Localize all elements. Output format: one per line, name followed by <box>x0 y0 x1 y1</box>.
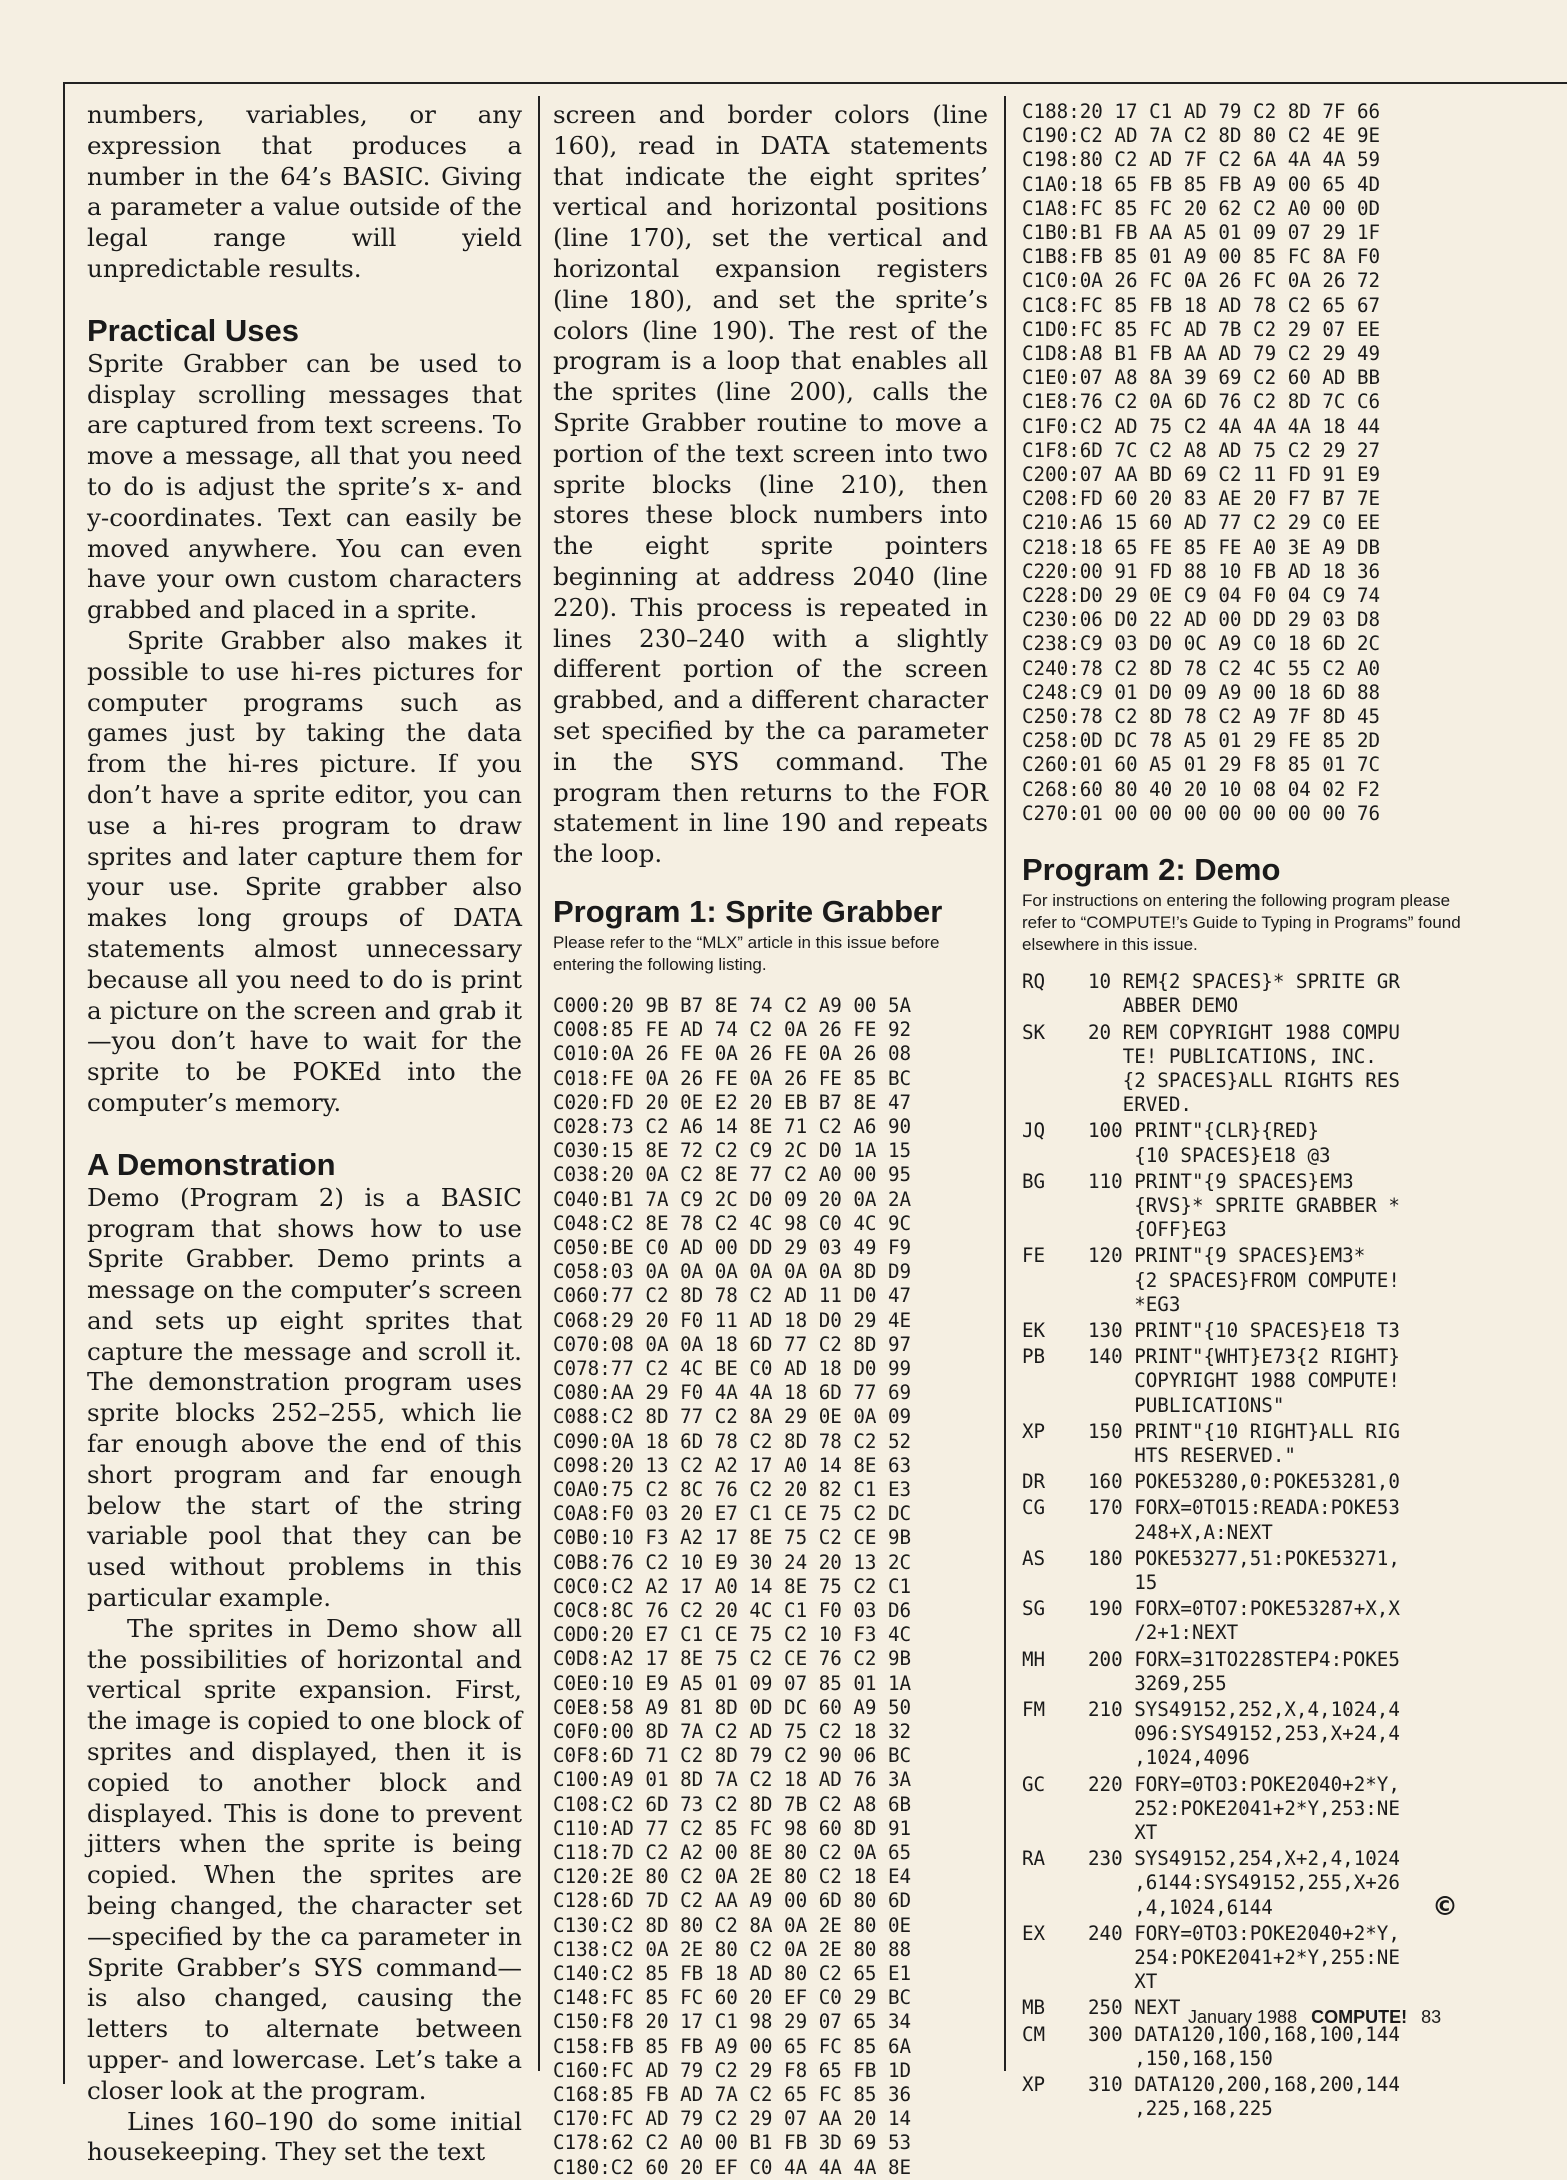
listing-line: C208:FD 60 20 83 AE 20 F7 B7 7E <box>1022 487 1381 511</box>
checksum: FE <box>1022 1244 1046 1268</box>
listing-line: C078:77 C2 4C BE C0 AD 18 D0 99 <box>553 1356 912 1380</box>
program1-listing-continued <box>1022 100 1462 826</box>
listing-line: C1A8:FC 85 FC 20 62 C2 A0 00 0D <box>1022 196 1381 220</box>
listing-line: C200:07 AA BD 69 C2 11 FD 91 E9 <box>1022 463 1381 487</box>
listing-line: C198:80 C2 AD 7F C2 6A 4A 4A 59 <box>1022 148 1381 172</box>
checksum: JQ <box>1022 1119 1046 1143</box>
basic-line: 10 REM{2 SPACES}* SPRITE GR ABBER DEMO <box>1088 970 1400 1018</box>
listing-line: C088:C2 8D 77 C2 8A 29 0E 0A 09 <box>553 1405 912 1429</box>
listing-line: C268:60 80 40 20 10 08 04 02 F2 <box>1022 777 1381 801</box>
listing-line: C120:2E 80 C2 0A 2E 80 C2 18 E4 <box>553 1865 912 1889</box>
basic-line: 110 PRINT"{9 SPACES}EM3 {RVS}* SPRITE GRABBER * {OFF}EG3 <box>1088 1169 1400 1242</box>
program2-line <box>1022 1420 1462 1468</box>
program2-line <box>1022 1244 1462 1317</box>
program2-line <box>1022 1648 1462 1696</box>
demonstration-heading: A Demonstration <box>87 1146 336 1182</box>
program2-heading: Program 2: Demo <box>1022 852 1281 888</box>
basic-line: 250 NEXT <box>1088 1996 1181 2020</box>
program2-line <box>1022 1547 1462 1595</box>
listing-line: C0C8:8C 76 C2 20 4C C1 F0 03 D6 <box>553 1599 912 1622</box>
column-rule-right <box>1004 96 1006 2071</box>
basic-line: 160 POKE53280,0:POKE53281,0 <box>1088 1470 1400 1494</box>
basic-line: 120 PRINT"{9 SPACES}EM3* {2 SPACES}FROM COMPUTE! *EG3 <box>1088 1244 1400 1316</box>
listing-line: C168:85 FB AD 7A C2 65 FC 85 36 <box>553 2083 912 2107</box>
demonstration-paragraph-2: The sprites in Demo show all the possibilities of horizontal and vertical sprite expansion. First, the image is copied to one block of sprites and displayed, then it is copied to another block and displayed. This is done to prevent jitters when the sprite is being copied. When the sprites are being changed, the character set—specified by the ca parameter in Sprite Grabber’s SYS command—is also changed, causing the letters to alternate between upper- and lowercase. Let’s take a closer look at the program. <box>87 1613 523 2105</box>
listing-line: C248:C9 01 D0 09 A9 00 18 6D 88 <box>1022 680 1381 704</box>
listing-line: C0A8:F0 03 20 E7 C1 CE 75 C2 DC <box>553 1502 912 1526</box>
listing-line: C070:08 0A 0A 18 6D 77 C2 8D 97 <box>553 1332 912 1356</box>
basic-line: 230 SYS49152,254,X+2,4,1024 ,6144:SYS49152,255,X+26 ,4,1024,6144 <box>1088 1847 1400 1919</box>
listing-line: C258:0D DC 78 A5 01 29 FE 85 2D <box>1022 729 1381 753</box>
program2-line <box>1022 1773 1462 1846</box>
program1-note: Please refer to the “MLX” article in this issue before entering the following listing. <box>553 932 940 974</box>
practical-paragraph-2: Sprite Grabber also makes it possible to use hi-res pictures for computer programs such as games just by taking the data from the hi-res picture. If you don’t have a sprite editor, you can use a hi-res program to draw sprites and later capture them for your use. Sprite grabber also makes long groups of DATA statements almost unnecessary because all you need to do is print a picture on the screen and grab it—you don’t have to wait for the sprite to be POKEd into the computer’s memory. <box>87 625 522 1117</box>
checksum: EX <box>1022 1921 1046 1945</box>
listing-line: C0E0:10 E9 A5 01 09 07 85 01 1A <box>553 1671 912 1695</box>
listing-line: C110:AD 77 C2 85 FC 98 60 8D 91 <box>553 1816 912 1840</box>
checksum: SK <box>1022 1020 1046 1044</box>
column-rule-left <box>538 96 540 2071</box>
listing-line: C008:85 FE AD 74 C2 0A 26 FE 92 <box>553 1018 912 1042</box>
program1-heading: Program 1: Sprite Grabber <box>553 893 943 929</box>
program2-listing <box>1022 970 1462 2121</box>
checksum: MB <box>1022 1996 1046 2020</box>
listing-line: C1E0:07 A8 8A 39 69 C2 60 AD BB <box>1022 366 1381 390</box>
checksum: XP <box>1022 2073 1046 2097</box>
practical-paragraph-1: Sprite Grabber can be used to display scrolling messages that are captured from text screens. To move a message, all that you need to do is adjust the sprite’s x- and y-coordinates. Text can easily be moved anywhere. You can even have your own custom characters grabbed and placed in a sprite. <box>87 348 522 625</box>
footer-magazine: COMPUTE! <box>1311 2007 1408 2027</box>
listing-line: C118:7D C2 A2 00 8E 80 C2 0A 65 <box>553 1841 912 1865</box>
listing-line: C100:A9 01 8D 7A C2 18 AD 76 3A <box>553 1768 912 1792</box>
checksum: XP <box>1022 1419 1046 1443</box>
listing-line: C0F0:00 8D 7A C2 AD 75 C2 18 32 <box>553 1720 912 1744</box>
continued-paragraph: screen and border colors (line 160), read in DATA statements that indicate the eight sprites’ vertical and horizontal positions (line 170), set the vertical and horizontal expansion registers (line 180), and set the sprite’s colors (line 190). The rest of the program is a loop that enables all the sprites (line 200), calls the Sprite Grabber routine to move a portion of the text screen into two sprite blocks (line 210), then stores these block numbers into the eight sprite pointers beginning at address 2040 (line 220). This process is repeated in lines 230–240 with a slightly different portion of the screen grabbed, and a different character set specified by the ca parameter in the SYS command. The program then returns to the FOR statement in line 190 and repeats the loop. <box>553 100 988 869</box>
listing-line: C188:20 17 C1 AD 79 C2 8D 7F 66 <box>1022 100 1381 123</box>
basic-line: 310 DATA120,200,168,200,144 ,225,168,225 <box>1088 2073 1400 2121</box>
program2-line <box>1022 1319 1462 1343</box>
basic-line: 210 SYS49152,252,X,4,1024,4 096:SYS49152,253,X+24,4 ,1024,4096 <box>1088 1697 1400 1770</box>
basic-line: 140 PRINT"{WHT}E73{2 RIGHT} COPYRIGHT 1988 COMPUTE! PUBLICATIONS" <box>1088 1345 1400 1417</box>
listing-line: C0E8:58 A9 81 8D 0D DC 60 A9 50 <box>553 1695 912 1719</box>
program2-line <box>1022 1922 1462 1995</box>
listing-line: C148:FC 85 FC 60 20 EF C0 29 BC <box>553 1986 912 2010</box>
checksum: PB <box>1022 1345 1046 1369</box>
listing-line: C1B8:FB 85 01 A9 00 85 FC 8A F0 <box>1022 245 1381 269</box>
listing-line: C230:06 D0 22 AD 00 DD 29 03 D8 <box>1022 608 1381 632</box>
column-1 <box>87 100 522 2168</box>
program2-line <box>1022 1170 1462 1243</box>
listing-line: C260:01 60 A5 01 29 F8 85 01 7C <box>1022 753 1381 777</box>
listing-line: C010:0A 26 FE 0A 26 FE 0A 26 08 <box>553 1042 912 1066</box>
listing-line: C158:FB 85 FB A9 00 65 FC 85 6A <box>553 2034 912 2058</box>
listing-line: C228:D0 29 0E C9 04 F0 04 C9 74 <box>1022 584 1381 608</box>
listing-line: C160:FC AD 79 C2 29 F8 65 FB 1D <box>553 2058 912 2082</box>
listing-line: C020:FD 20 0E E2 20 EB B7 8E 47 <box>553 1090 912 1114</box>
basic-line: 300 DATA120,100,168,100,144 ,150,168,150 <box>1088 2022 1400 2070</box>
program1-listing <box>553 994 988 2180</box>
listing-line: C028:73 C2 A6 14 8E 71 C2 A6 90 <box>553 1114 912 1138</box>
listing-line: C1D8:A8 B1 FB AA AD 79 C2 29 49 <box>1022 342 1381 366</box>
listing-line: C0B0:10 F3 A2 17 8E 75 C2 CE 9B <box>553 1526 912 1550</box>
program2-line <box>1022 1698 1462 1771</box>
listing-line: C080:AA 29 F0 4A 4A 18 6D 77 69 <box>553 1381 912 1405</box>
column-2 <box>553 100 988 2180</box>
listing-line: C240:78 C2 8D 78 C2 4C 55 C2 A0 <box>1022 656 1381 680</box>
listing-line: C180:C2 60 20 EF C0 4A 4A 4A 8E <box>553 2155 912 2179</box>
program2-line <box>1022 1847 1462 1920</box>
checksum: DR <box>1022 1470 1046 1494</box>
basic-line: 240 FORY=0TO3:POKE2040+2*Y, 254:POKE2041+2*Y,255:NE XT <box>1088 1921 1400 1994</box>
checksum: SG <box>1022 1597 1046 1621</box>
listing-line: C050:BE C0 AD 00 DD 29 03 49 F9 <box>553 1235 912 1259</box>
listing-line: C1C8:FC 85 FB 18 AD 78 C2 65 67 <box>1022 293 1381 317</box>
practical-uses-heading: Practical Uses <box>87 312 299 348</box>
program2-line <box>1022 970 1462 1018</box>
program2-line <box>1022 1119 1462 1167</box>
checksum: FM <box>1022 1697 1046 1721</box>
listing-line: C140:C2 85 FB 18 AD 80 C2 65 E1 <box>553 1962 912 1986</box>
basic-line: 200 FORX=31TO228STEP4:POKE5 3269,255 <box>1088 1647 1400 1695</box>
program2-line <box>1022 1470 1462 1494</box>
program2-line <box>1022 2023 1462 2071</box>
listing-line: C1F8:6D 7C C2 A8 AD 75 C2 29 27 <box>1022 438 1381 462</box>
listing-line: C048:C2 8E 78 C2 4C 98 C0 4C 9C <box>553 1211 912 1235</box>
page-footer <box>1188 2007 1441 2028</box>
listing-line: C138:C2 0A 2E 80 C2 0A 2E 80 88 <box>553 1937 912 1961</box>
footer-page-number: 83 <box>1421 2007 1442 2027</box>
listing-line: C1E8:76 C2 0A 6D 76 C2 8D 7C C6 <box>1022 390 1381 414</box>
program2-line <box>1022 2073 1462 2121</box>
listing-line: C058:03 0A 0A 0A 0A 0A 0A 8D D9 <box>553 1260 912 1284</box>
basic-line: 220 FORY=0TO3:POKE2040+2*Y, 252:POKE2041+2*Y,253:NE XT <box>1088 1772 1400 1844</box>
listing-line: C0C0:C2 A2 17 A0 14 8E 75 C2 C1 <box>553 1574 912 1598</box>
listing-line: C098:20 13 C2 A2 17 A0 14 8E 63 <box>553 1453 912 1477</box>
checksum: AS <box>1022 1546 1046 1570</box>
listing-line: C170:FC AD 79 C2 29 07 AA 20 14 <box>553 2107 912 2131</box>
listing-line: C220:00 91 FD 88 10 FB AD 18 36 <box>1022 559 1381 583</box>
listing-line: C0D8:A2 17 8E 75 C2 CE 76 C2 9B <box>553 1647 912 1671</box>
listing-line: C0D0:20 E7 C1 CE 75 C2 10 F3 4C <box>553 1623 912 1647</box>
basic-line: 100 PRINT"{CLR}{RED} {10 SPACES}E18 @3 <box>1088 1119 1331 1167</box>
listing-line: C0B8:76 C2 10 E9 30 24 20 13 2C <box>553 1550 912 1574</box>
listing-line: C1A0:18 65 FB 85 FB A9 00 65 4D <box>1022 172 1381 196</box>
intro-paragraph: numbers, variables, or any expression that produces a number in the 64’s BASIC. Giving a parameter a value outside of the legal range will yield unpredictable results. <box>87 100 522 283</box>
checksum: RQ <box>1022 970 1046 994</box>
listing-line: C270:01 00 00 00 00 00 00 00 76 <box>1022 801 1381 825</box>
checksum: MH <box>1022 1647 1046 1671</box>
listing-line: C130:C2 8D 80 C2 8A 0A 2E 80 0E <box>553 1913 912 1937</box>
program2-line <box>1022 1496 1462 1544</box>
program2-line <box>1022 1021 1462 1118</box>
listing-line: C218:18 65 FE 85 FE A0 3E A9 DB <box>1022 535 1381 559</box>
listing-line: C178:62 C2 A0 00 B1 FB 3D 69 53 <box>553 2131 912 2155</box>
demonstration-paragraph-3: Lines 160–190 do some initial housekeeping. They set the text <box>87 2106 522 2167</box>
listing-line: C1F0:C2 AD 75 C2 4A 4A 4A 18 44 <box>1022 414 1381 438</box>
checksum: CM <box>1022 2022 1046 2046</box>
checksum: RA <box>1022 1847 1046 1871</box>
checksum: CG <box>1022 1496 1046 1520</box>
listing-line: C1C0:0A 26 FC 0A 26 FC 0A 26 72 <box>1022 269 1381 293</box>
program2-note: For instructions on entering the following program please refer to “COMPUTE!’s Guide to Typing in Programs” found elsewhere in this issue. <box>1022 891 1461 955</box>
listing-line: C060:77 C2 8D 78 C2 AD 11 D0 47 <box>553 1284 912 1308</box>
column-3 <box>1022 100 1462 2123</box>
basic-line: 130 PRINT"{10 SPACES}E18 T3 <box>1088 1318 1400 1342</box>
footer-date: January 1988 <box>1188 2007 1298 2027</box>
listing-line: C0F8:6D 71 C2 8D 79 C2 90 06 BC <box>553 1744 912 1768</box>
listing-line: C068:29 20 F0 11 AD 18 D0 29 4E <box>553 1308 912 1332</box>
listing-line: C000:20 9B B7 8E 74 C2 A9 00 5A <box>553 993 912 1017</box>
program2-line <box>1022 1345 1462 1418</box>
checksum: BG <box>1022 1169 1046 1193</box>
basic-line: 180 POKE53277,51:POKE53271, 15 <box>1088 1546 1400 1594</box>
listing-line: C108:C2 6D 73 C2 8D 7B C2 A8 6B <box>553 1792 912 1816</box>
basic-line: 190 FORX=0TO7:POKE53287+X,X /2+1:NEXT <box>1088 1597 1400 1645</box>
listing-line: C190:C2 AD 7A C2 8D 80 C2 4E 9E <box>1022 124 1381 148</box>
listing-line: C040:B1 7A C9 2C D0 09 20 0A 2A <box>553 1187 912 1211</box>
checksum: GC <box>1022 1772 1046 1796</box>
listing-line: C038:20 0A C2 8E 77 C2 A0 00 95 <box>553 1163 912 1187</box>
checksum: EK <box>1022 1318 1046 1342</box>
copyright-symbol: © <box>1432 1892 1458 1922</box>
listing-line: C250:78 C2 8D 78 C2 A9 7F 8D 45 <box>1022 705 1381 729</box>
basic-line: 150 PRINT"{10 RIGHT}ALL RIG HTS RESERVED." <box>1088 1419 1400 1467</box>
listing-line: C150:F8 20 17 C1 98 29 07 65 34 <box>553 2010 912 2034</box>
listing-line: C090:0A 18 6D 78 C2 8D 78 C2 52 <box>553 1429 912 1453</box>
listing-line: C128:6D 7D C2 AA A9 00 6D 80 6D <box>553 1889 912 1913</box>
listing-line: C030:15 8E 72 C2 C9 2C D0 1A 15 <box>553 1139 912 1163</box>
listing-line: C018:FE 0A 26 FE 0A 26 FE 85 BC <box>553 1066 912 1090</box>
basic-line: 170 FORX=0TO15:READA:POKE53 248+X,A:NEXT <box>1088 1496 1400 1544</box>
listing-line: C0A0:75 C2 8C 76 C2 20 82 C1 E3 <box>553 1477 912 1501</box>
program2-line <box>1022 1597 1462 1645</box>
listing-line: C1D0:FC 85 FC AD 7B C2 29 07 EE <box>1022 317 1381 341</box>
listing-line: C1B0:B1 FB AA A5 01 09 07 29 1F <box>1022 221 1381 245</box>
demonstration-paragraph-1: Demo (Program 2) is a BASIC program that shows how to use Sprite Grabber. Demo prints a message on the computer’s screen and sets up eight sprites that capture the message and scroll it. The demonstration program uses sprite blocks 252–255, which lie far enough above the end of this short program and far enough below the start of the string variable pool that they can be used without problems in this particular example. <box>87 1182 522 1613</box>
listing-line: C210:A6 15 60 AD 77 C2 29 C0 EE <box>1022 511 1381 535</box>
listing-line: C238:C9 03 D0 0C A9 C0 18 6D 2C <box>1022 632 1381 656</box>
basic-line: 20 REM COPYRIGHT 1988 COMPU TE! PUBLICATIONS, INC. {2 SPACES}ALL RIGHTS RES ERVED. <box>1088 1020 1400 1117</box>
